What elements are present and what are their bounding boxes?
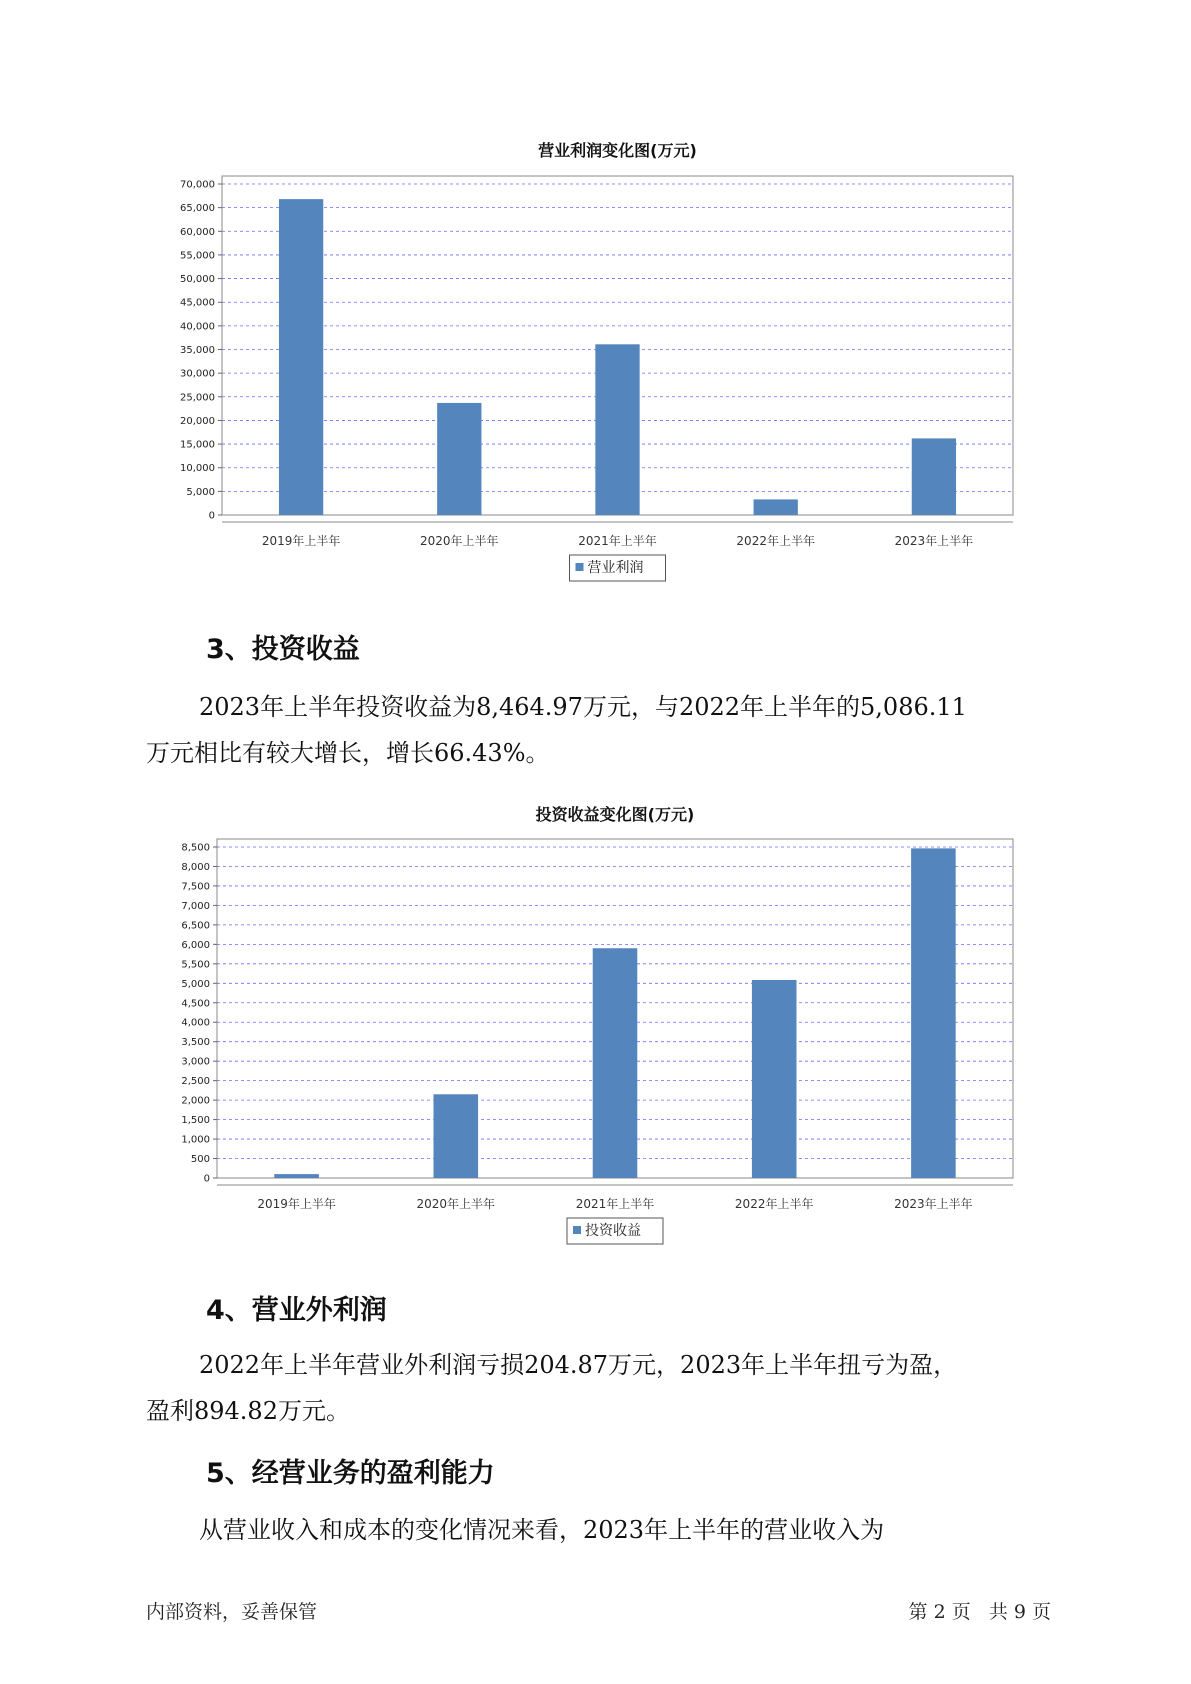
profit-legend-label: 营业利润 <box>587 560 644 576</box>
profit-bar <box>437 403 481 515</box>
invest-y-tick-label: 7,500 <box>181 881 210 893</box>
footer-page-number: 第 2 页 共 9 页 <box>908 1601 1051 1623</box>
invest-bar <box>752 980 797 1178</box>
profit-y-tick-label: 20,000 <box>180 415 215 427</box>
section-4-paragraph <box>146 1342 1051 1434</box>
section-3-line-1: 2023年上半年投资收益为8,464.97万元，与2022年上半年的5,086.11 <box>199 693 967 721</box>
investment-income-chart <box>0 795 1191 1255</box>
profit-y-tick-label: 50,000 <box>180 274 215 286</box>
profit-legend-swatch <box>576 563 584 571</box>
profit-y-tick-label: 10,000 <box>180 463 215 475</box>
invest-y-tick-label: 3,000 <box>181 1056 210 1068</box>
invest-y-tick-label: 8,500 <box>181 842 210 854</box>
invest-bar <box>434 1094 479 1178</box>
section-3-paragraph <box>146 684 1051 776</box>
section-4-heading: 4、营业外利润 <box>206 1295 387 1326</box>
invest-y-tick-label: 4,000 <box>181 1017 210 1029</box>
section-5-heading: 5、经营业务的盈利能力 <box>206 1458 495 1489</box>
operating-profit-chart-svg <box>0 130 1191 600</box>
invest-x-tick-label: 2023年上半年 <box>894 1197 973 1211</box>
invest-bar <box>593 948 638 1178</box>
profit-y-tick-label: 25,000 <box>180 392 215 404</box>
profit-y-tick-label: 15,000 <box>180 439 215 451</box>
profit-y-tick-label: 40,000 <box>180 321 215 333</box>
section-3-line-2: 万元相比有较大增长，增长66.43%。 <box>146 739 550 767</box>
invest-legend-label: 投资收益 <box>585 1223 641 1239</box>
profit-y-tick-label: 5,000 <box>186 486 215 498</box>
profit-y-tick-label: 30,000 <box>180 368 215 380</box>
profit-y-tick-label: 65,000 <box>180 203 215 215</box>
profit-y-tick-label: 70,000 <box>180 179 215 191</box>
invest-x-tick-label: 2019年上半年 <box>257 1197 336 1211</box>
invest-x-tick-label: 2021年上半年 <box>575 1197 655 1211</box>
profit-bar <box>912 438 956 515</box>
invest-bar <box>911 848 956 1178</box>
invest-y-tick-label: 0 <box>203 1173 210 1185</box>
operating-profit-chart <box>0 130 1191 600</box>
invest-y-tick-label: 500 <box>190 1154 210 1166</box>
invest-x-tick-label: 2020年上半年 <box>416 1197 496 1211</box>
section-3-heading: 3、投资收益 <box>206 634 360 665</box>
footer-left-note: 内部资料，妥善保管 <box>146 1601 318 1623</box>
profit-bar <box>279 199 323 515</box>
invest-y-tick-label: 3,500 <box>181 1037 210 1049</box>
profit-x-tick-label: 2021年上半年 <box>578 534 657 548</box>
invest-y-tick-label: 7,000 <box>181 900 210 912</box>
invest-y-tick-label: 5,000 <box>181 978 210 990</box>
invest-y-tick-label: 1,500 <box>181 1115 210 1127</box>
invest-y-tick-label: 6,000 <box>181 939 210 951</box>
profit-x-tick-label: 2023年上半年 <box>894 534 974 548</box>
invest-y-tick-label: 4,500 <box>181 998 210 1010</box>
invest-y-tick-label: 6,500 <box>181 920 210 932</box>
invest-legend-swatch <box>573 1226 581 1234</box>
invest-y-tick-label: 8,000 <box>181 861 210 873</box>
investment-income-chart-svg <box>0 795 1191 1255</box>
profit-bar <box>595 344 639 515</box>
profit-chart-title: 营业利润变化图(万元) <box>538 141 697 160</box>
invest-chart-title: 投资收益变化图(万元) <box>535 805 695 824</box>
profit-y-tick-label: 60,000 <box>180 226 215 238</box>
invest-x-tick-label: 2022年上半年 <box>734 1197 814 1211</box>
profit-x-tick-label: 2022年上半年 <box>736 534 815 548</box>
profit-y-tick-label: 45,000 <box>180 297 215 309</box>
invest-y-tick-label: 2,500 <box>181 1076 210 1088</box>
section-4-line-2: 盈利894.82万元。 <box>146 1397 350 1425</box>
profit-y-tick-label: 35,000 <box>180 345 215 356</box>
invest-bar <box>274 1174 319 1178</box>
profit-bar <box>754 499 798 515</box>
profit-x-tick-label: 2020年上半年 <box>420 534 499 548</box>
section-5-line-1: 从营业收入和成本的变化情况来看，2023年上半年的营业收入为 <box>199 1516 885 1544</box>
profit-y-tick-label: 55,000 <box>180 250 215 262</box>
profit-x-tick-label: 2019年上半年 <box>261 534 341 548</box>
invest-y-tick-label: 1,000 <box>181 1134 210 1146</box>
section-5-paragraph <box>146 1507 1051 1553</box>
section-4-line-1: 2022年上半年营业外利润亏损204.87万元，2023年上半年扭亏为盈， <box>199 1351 958 1379</box>
profit-y-tick-label: 0 <box>208 510 215 522</box>
invest-y-tick-label: 2,000 <box>181 1095 210 1107</box>
invest-y-tick-label: 5,500 <box>181 959 210 971</box>
